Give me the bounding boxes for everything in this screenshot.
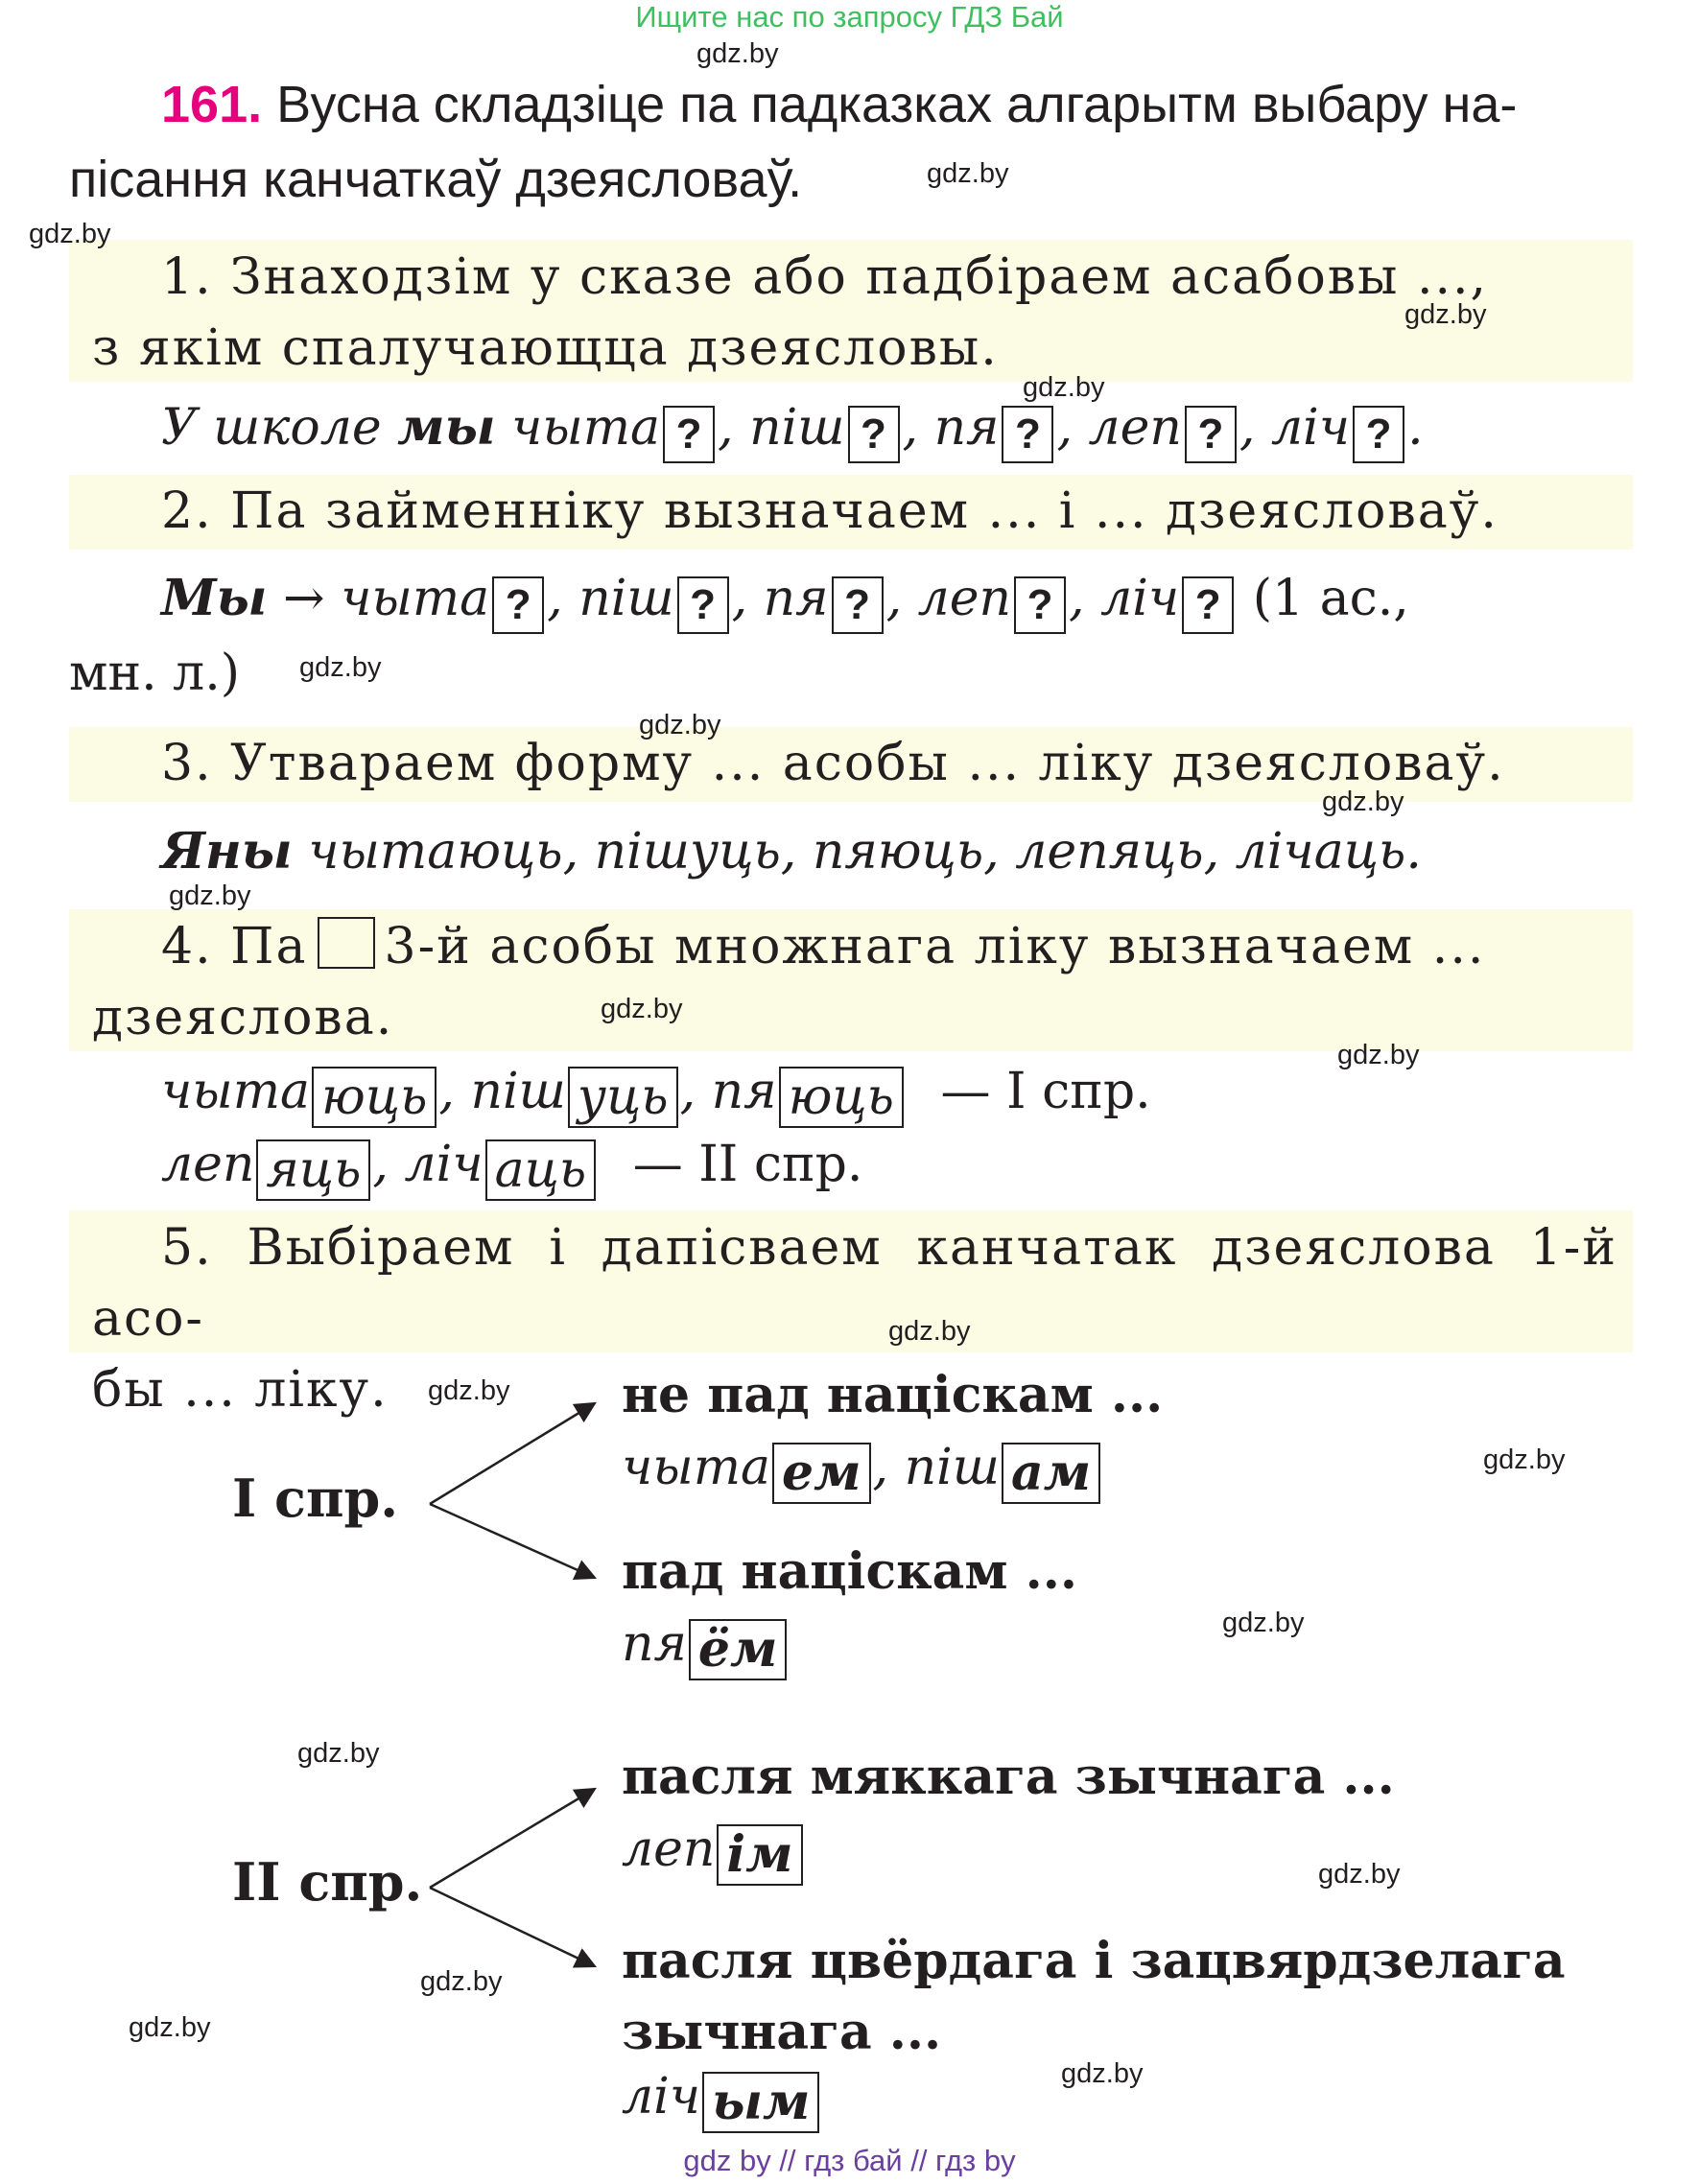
footer-links: gdz by // гдз бай // гдз by — [683, 2144, 1016, 2177]
watermark: gdz.by — [696, 38, 779, 69]
watermark: gdz.by — [1404, 299, 1487, 330]
task-title-line2: пісання канчаткаў дзеясловаў. — [69, 151, 803, 208]
watermark: gdz.by — [29, 219, 111, 249]
conj2-branch-b-head: пасля цвёрдага і зацвярдзелага зычнага ... — [622, 1932, 1566, 2061]
conj2-branch-a-example: леп ім — [622, 1820, 805, 1886]
watermark: gdz.by — [297, 1738, 380, 1769]
watermark: gdz.by — [1337, 1040, 1420, 1070]
conj2-branch-a-head: пасля мяккага зычнага ... — [622, 1748, 1395, 1806]
conj1-branch-b-example: пя ём — [622, 1615, 789, 1680]
watermark: gdz.by — [129, 2012, 211, 2043]
watermark: gdz.by — [639, 710, 721, 740]
step2-tail: мн. л.) — [69, 645, 241, 702]
conj1-branch-a-head: не пад націскам ... — [622, 1366, 1164, 1424]
watermark: gdz.by — [1023, 372, 1105, 403]
conj2-label: II спр. — [232, 1851, 423, 1913]
question-box: ? — [848, 406, 900, 463]
watermark: gdz.by — [927, 158, 1009, 189]
question-box: ? — [1002, 406, 1053, 463]
task-title-line1: Вусна складзіце па падказках алгарытм выбару на- — [276, 76, 1518, 133]
watermark: gdz.by — [1061, 2058, 1144, 2089]
watermark: gdz.by — [1483, 1444, 1566, 1475]
step2-example: Мы → чыта ? , піш ? , пя ? , леп ? , ліч ? (1 ас., — [161, 562, 1629, 635]
step3-text: 3. Утвараем форму ... асобы ... ліку дзеясловаў. — [161, 735, 1505, 792]
task-number: 161. — [161, 76, 263, 133]
step4-row2: леп яць , ліч аць — II спр. — [161, 1136, 863, 1199]
step3-example: Яны чытаюць, пішуць, пяюць, лепяць, лічаць. — [161, 822, 1422, 881]
step5-text: 5. Выбіраем і дапісваем канчатак дзеяслова 1-й асо- бы ... ліку. — [92, 1219, 1617, 1419]
question-box: ? — [663, 406, 715, 463]
question-box: ? — [1185, 406, 1237, 463]
arrow-icon: → — [283, 570, 325, 627]
conj1-branch-b-head: пад націскам ... — [622, 1542, 1077, 1601]
step4-row1: чыта юць , піш уць , пя юць — I спр. — [161, 1063, 1151, 1126]
watermark: gdz.by — [420, 1966, 503, 1997]
watermark: gdz.by — [1318, 1859, 1401, 1890]
conj1-label: I спр. — [232, 1468, 399, 1529]
step2-text: 2. Па займенніку вызначаем ... і ... дзеясловаў. — [161, 482, 1498, 540]
watermark: gdz.by — [888, 1316, 971, 1347]
conj2-branch-b-example: ліч ым — [622, 2068, 821, 2133]
watermark: gdz.by — [169, 881, 251, 911]
watermark: gdz.by — [601, 994, 683, 1024]
watermark: gdz.by — [1222, 1608, 1305, 1638]
step1-text: 1. Знаходзім у сказе або падбіраем асабовы ..., з якім спалучающца дзеясловы. — [92, 248, 1489, 377]
step1-example: У школе мы чыта ? , піш ? , пя ? , леп ? , ліч ? . — [161, 391, 1424, 464]
step4-text: 4. Па 3-й асобы множнага ліку вызначаем ... дзеяслова. — [92, 918, 1486, 1046]
question-box: ? — [1353, 406, 1404, 463]
watermark: gdz.by — [299, 652, 382, 683]
watermark: gdz.by — [428, 1375, 510, 1406]
watermark: gdz.by — [1322, 787, 1404, 817]
top-banner: Ищите нас по запросу ГДЗ Бай — [635, 0, 1064, 34]
conj1-branch-a-example: чыта ем , піш ам — [622, 1439, 1102, 1504]
